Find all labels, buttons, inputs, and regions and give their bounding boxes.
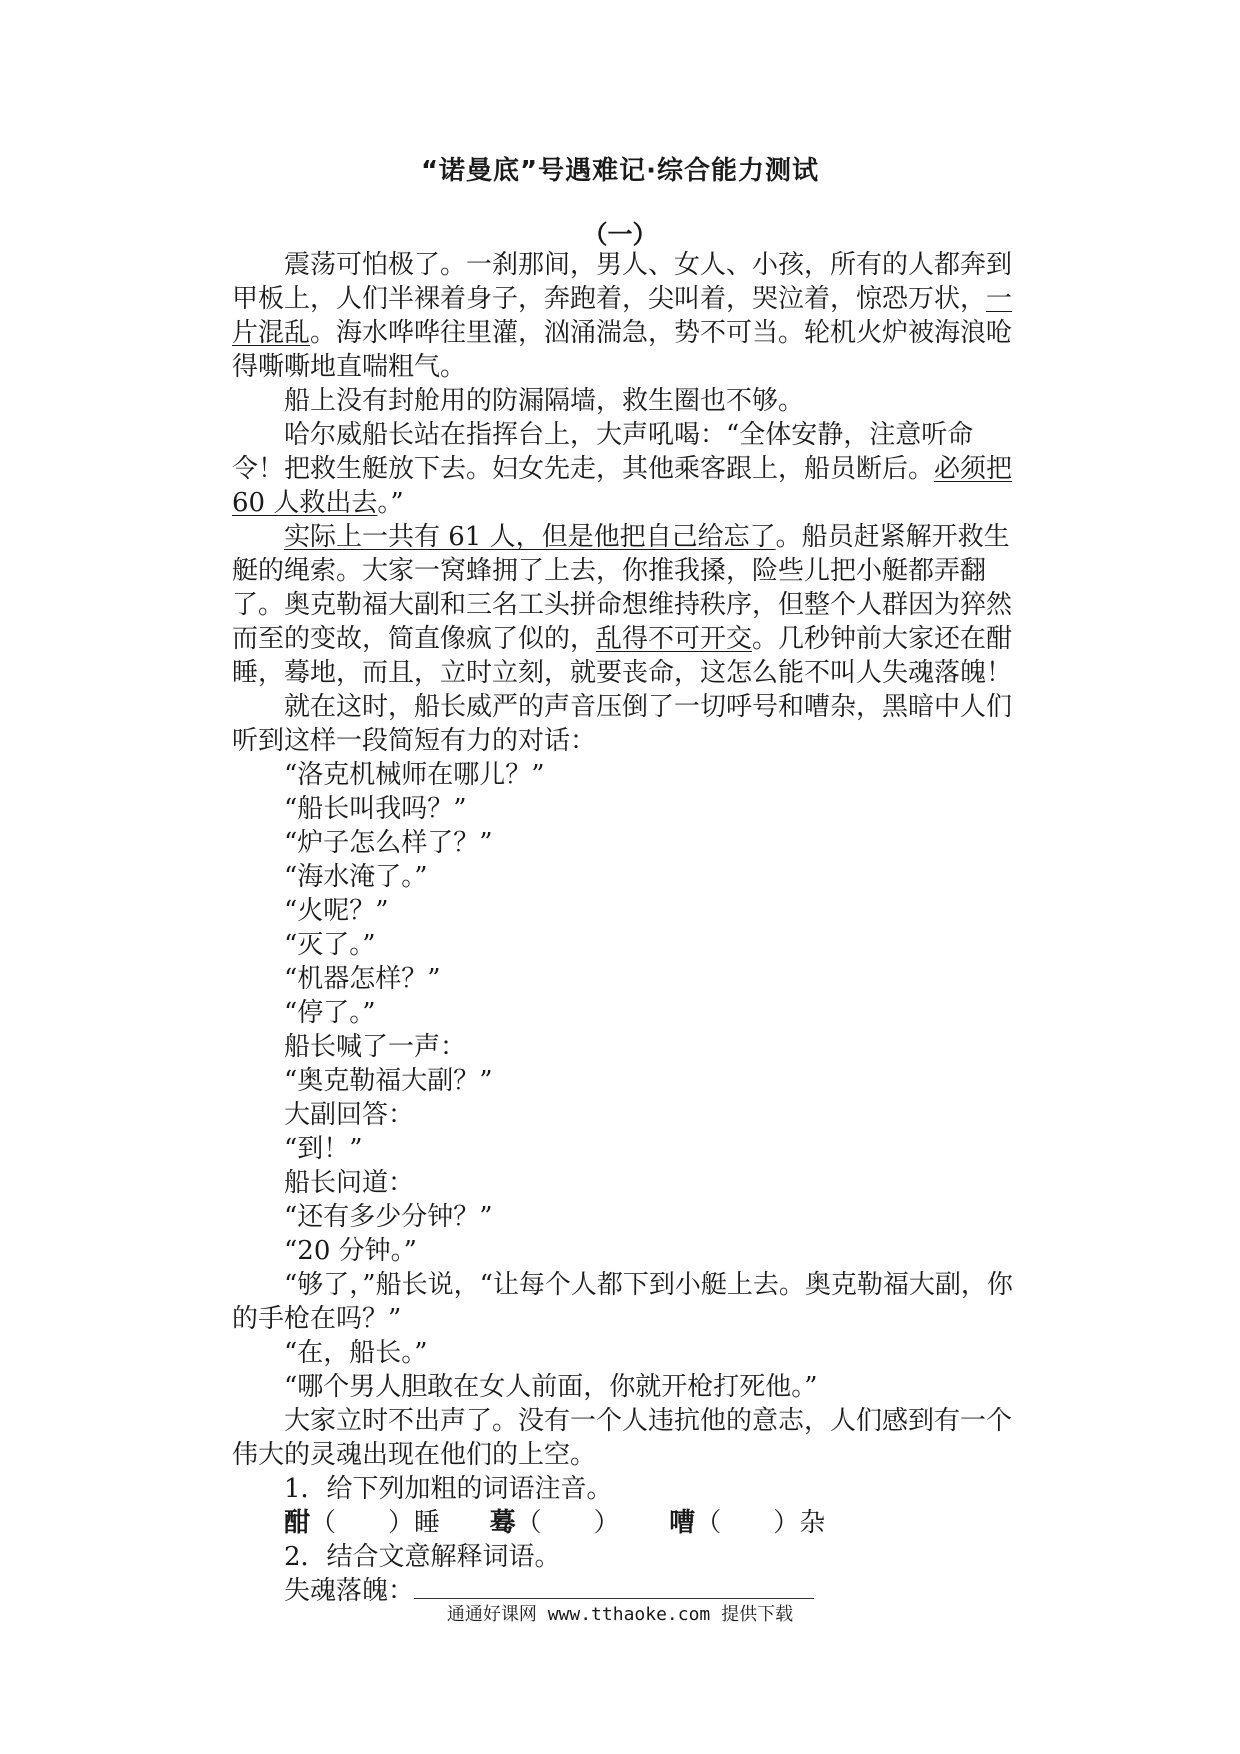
dialogue-line: 船长喊了一声： xyxy=(284,1032,467,1062)
dialogue-line: “洛克机械师在哪儿？” xyxy=(284,760,545,790)
dialogue-line: “灭了。” xyxy=(284,930,376,960)
paragraph-2: 船上没有封舱用的防漏隔墙，救生圈也不够。 xyxy=(284,386,805,416)
paragraph-7: “在，船长。” xyxy=(284,1338,428,1368)
underlined-phrase: 一片混乱 xyxy=(232,284,1013,348)
dialogue-line: “海水淹了。” xyxy=(284,862,428,892)
bold-word: 酣 xyxy=(284,1508,311,1538)
dialogue-line: “到！” xyxy=(284,1134,363,1164)
section-heading: （一） xyxy=(582,220,658,249)
pinyin-exercise: 酣（ ）睡 蓦（ ） 嘈（ ）杂 xyxy=(284,1508,826,1538)
paragraph-1: 震荡可怕极了。一刹那间，男人、女人、小孩，所有的人都奔到甲板上，人们半裸着身子，奔跑着，尖叫着，哭泣着，惊恐万状，一片混乱。海水哗哗往里灌，汹涌湍急，势不可当。轮机火炉被海浪呛得嘶嘶地直喘粗气。 xyxy=(232,250,1013,382)
question-2: 2．结合文意解释词语。 xyxy=(284,1542,561,1572)
paragraph-4: 实际上一共有 61 人，但是他把自己给忘了。船员赶紧解开救生艇的绳索。大家一窝蜂拥了上去，你推我搡，险些儿把小艇都弄翻了。奥克勒福大副和三名工头拼命想维持秩序，但整个人群因为猝然而至的变故，简直像疯了似的，乱得不可开交。几秒钟前大家还在酣睡，蓦地，而且，立时立刻，就要丧命，这怎么能不叫人失魂落魄！ xyxy=(232,522,1013,688)
underlined-phrase: 必须把 60 人救出去 xyxy=(232,454,1013,518)
answer-blank[interactable] xyxy=(414,1574,814,1599)
underlined-phrase: 乱得不可开交 xyxy=(596,624,753,654)
dialogue-line: “船长叫我吗？” xyxy=(284,794,467,824)
dialogue-line: 大副回答： xyxy=(284,1100,415,1130)
dialogue-line: 船长问道： xyxy=(284,1168,415,1198)
paragraph-5: 就在这时，船长威严的声音压倒了一切呼号和嘈杂，黑暗中人们听到这样一段简短有力的对话： xyxy=(232,692,1013,756)
dialogue-line: “炉子怎么样了？” xyxy=(284,828,493,858)
dialogue-line: “20 分钟。” xyxy=(284,1236,417,1266)
paragraph-9: 大家立时不出声了。没有一个人违抗他的意志，人们感到有一个伟大的灵魂出现在他们的上空。 xyxy=(232,1406,1013,1470)
dialogue-line: “奥克勒福大副？” xyxy=(284,1066,493,1096)
dialogue-line: “机器怎样？” xyxy=(284,964,441,994)
bold-word: 蓦 xyxy=(489,1508,516,1538)
paragraph-8: “哪个男人胆敢在女人前面，你就开枪打死他。” xyxy=(284,1372,818,1402)
dialogue-line: “火呢？” xyxy=(284,896,389,926)
passage-body xyxy=(232,248,1022,1608)
underlined-phrase: 实际上一共有 61 人，但是他把自己给忘了 xyxy=(284,522,776,552)
paragraph-6: “够了，”船长说，“让每个人都下到小艇上去。奥克勒福大副，你的手枪在吗？” xyxy=(232,1270,1013,1334)
dialogue-line: “停了。” xyxy=(284,998,376,1028)
term-label: 失魂落魄： xyxy=(284,1576,415,1606)
page-footer: 通通好课网 www.tthaoke.com 提供下载 xyxy=(446,1604,794,1625)
page-title: “诺曼底”号遇难记·综合能力测试 xyxy=(420,156,820,186)
question-1: 1．给下列加粗的词语注音。 xyxy=(284,1474,613,1504)
dialogue-line: “还有多少分钟？” xyxy=(284,1202,493,1232)
bold-word: 嘈 xyxy=(669,1508,696,1538)
paragraph-3: 哈尔威船长站在指挥台上，大声吼喝：“全体安静，注意听命令！把救生艇放下去。妇女先走，其他乘客跟上，船员断后。必须把 60 人救出去。” xyxy=(232,420,1013,518)
